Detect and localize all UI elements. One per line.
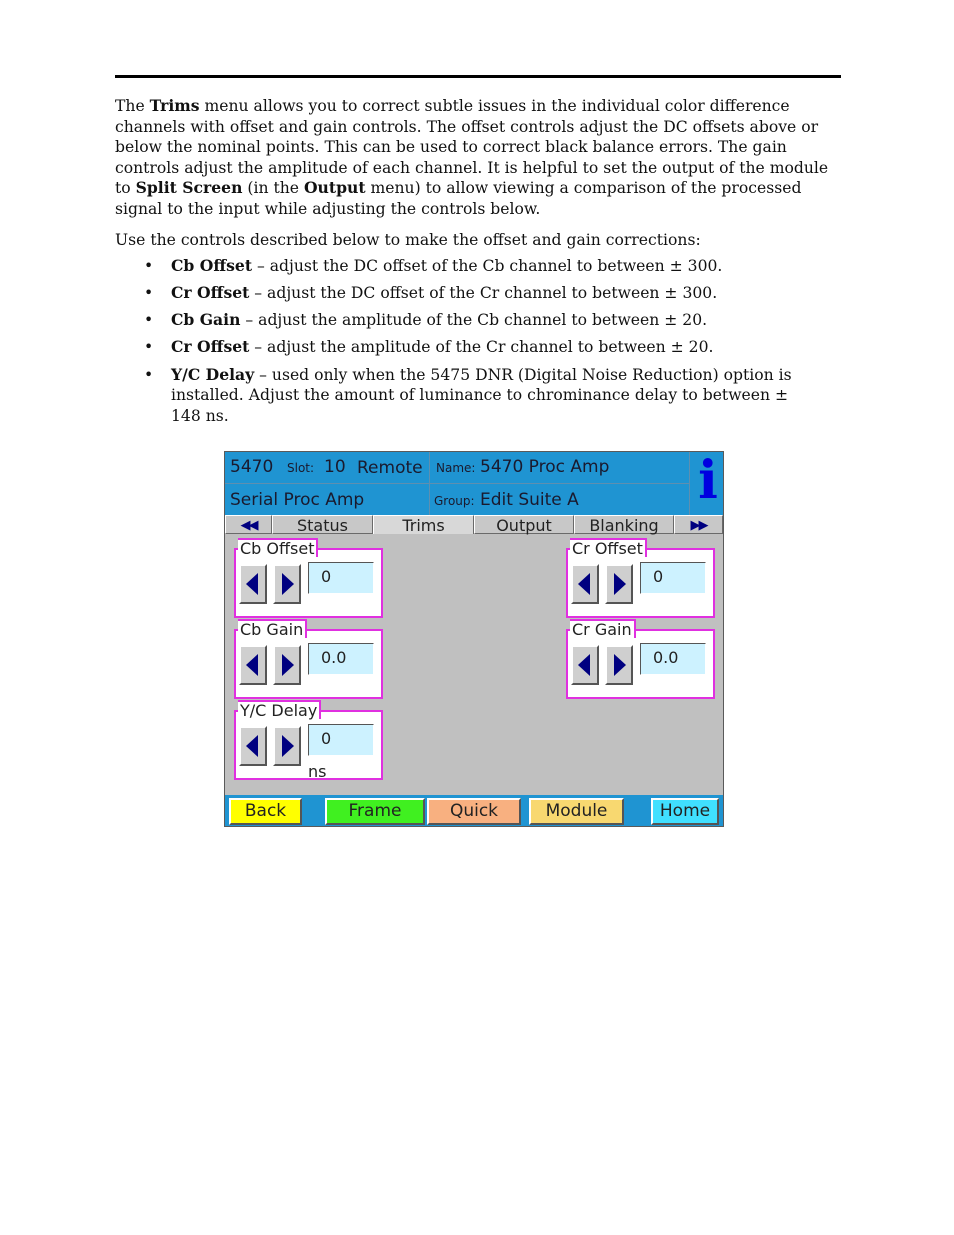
yc-delay-control	[234, 701, 383, 781]
yc-delay-value[interactable]: 0	[308, 724, 374, 756]
slot-label: Slot:	[287, 461, 315, 475]
left-arrow-icon	[578, 573, 592, 595]
cb-offset-decrease-button[interactable]	[239, 564, 267, 604]
module-header	[225, 452, 723, 515]
cr-offset-control	[566, 539, 715, 618]
left-arrow-icon	[246, 735, 260, 757]
tab-status[interactable]: Status	[272, 515, 373, 534]
module-description: Serial Proc Amp	[230, 490, 365, 510]
tab-trims[interactable]: Trims	[373, 515, 474, 534]
list-item: • Cb Gain – adjust the amplitude of the Cb channel to between ± 20.	[144, 310, 708, 330]
left-arrow-icon	[246, 654, 260, 676]
cb-offset-value[interactable]: 0	[308, 562, 374, 594]
module-model: 5470	[230, 457, 274, 477]
right-arrow-icon	[280, 735, 294, 757]
cr-gain-decrease-button[interactable]	[571, 645, 599, 685]
cr-gain-label: Cr Gain	[570, 619, 636, 638]
control-list	[115, 256, 841, 426]
right-arrow-icon	[612, 654, 626, 676]
usage-paragraph: Use the controls described below to make the offset and gain corrections:	[115, 230, 701, 249]
yc-delay-decrease-button[interactable]	[239, 726, 267, 766]
tab-scroll-left-button[interactable]: ◀◀	[225, 515, 272, 534]
yc-delay-label: Y/C Delay	[238, 700, 321, 719]
list-item: • Cr Offset – adjust the DC offset of the Cr channel to between ± 300.	[144, 283, 718, 303]
right-arrow-icon	[612, 573, 626, 595]
info-icon[interactable]: i	[698, 451, 718, 511]
intro-paragraph: The Trims menu allows you to correct subtle issues in the individual color difference channels with offset and gain controls. The offset controls adjust the DC offsets above or below the nominal points. This can be used to correct black balance errors. The gain controls adjust the amplitude of each channel. It is helpful to set the output of the module to Split Screen (in the Output menu) to allow viewing a comparison of the processed signal to the input while adjusting the controls below.	[115, 96, 829, 218]
cb-gain-label: Cb Gain	[238, 619, 307, 638]
yc-delay-increase-button[interactable]	[273, 726, 301, 766]
cr-gain-value[interactable]: 0.0	[640, 643, 706, 675]
top-rule	[115, 75, 841, 78]
module-name: 5470 Proc Amp	[480, 457, 610, 477]
cr-offset-value[interactable]: 0	[640, 562, 706, 594]
tab-output[interactable]: Output	[474, 515, 574, 534]
cr-offset-decrease-button[interactable]	[571, 564, 599, 604]
tab-blanking[interactable]: Blanking	[574, 515, 674, 534]
cb-gain-control	[234, 620, 383, 699]
control-mode: Remote	[357, 458, 423, 478]
name-label: Name:	[436, 461, 476, 475]
list-item: • Cb Offset – adjust the DC offset of the Cb channel to between ± 300.	[144, 256, 723, 276]
list-item: • Y/C Delay – used only when the 5475 DNR (Digital Noise Reduction) option is installed. Adjust the amount of luminance to chrominance delay to between ± 148 ns.	[144, 364, 792, 425]
cr-gain-increase-button[interactable]	[605, 645, 633, 685]
cr-offset-increase-button[interactable]	[605, 564, 633, 604]
cr-gain-control	[566, 620, 715, 699]
cb-offset-control	[234, 539, 383, 618]
group-label: Group:	[434, 494, 475, 508]
navigation-bar	[225, 795, 723, 826]
slot-value: 10	[324, 457, 346, 477]
group-name: Edit Suite A	[480, 490, 579, 510]
tab-bar	[225, 515, 723, 535]
cb-gain-value[interactable]: 0.0	[308, 643, 374, 675]
cr-offset-label: Cr Offset	[570, 538, 647, 557]
home-button[interactable]: Home	[651, 798, 719, 825]
tab-scroll-right-button[interactable]: ▶▶	[674, 515, 723, 534]
cb-offset-increase-button[interactable]	[273, 564, 301, 604]
left-arrow-icon	[578, 654, 592, 676]
frame-button[interactable]: Frame	[325, 798, 425, 825]
cb-offset-label: Cb Offset	[238, 538, 318, 557]
list-item: • Cr Offset – adjust the amplitude of the Cr channel to between ± 20.	[144, 337, 714, 357]
document-body	[115, 96, 841, 433]
trims-menu-screen	[224, 451, 724, 827]
right-arrow-icon	[280, 573, 294, 595]
back-button[interactable]: Back	[229, 798, 302, 825]
cb-gain-increase-button[interactable]	[273, 645, 301, 685]
cb-gain-decrease-button[interactable]	[239, 645, 267, 685]
left-arrow-icon	[246, 573, 260, 595]
quick-button[interactable]: Quick	[427, 798, 521, 825]
yc-delay-unit: ns	[308, 762, 327, 781]
right-arrow-icon	[280, 654, 294, 676]
module-button[interactable]: Module	[529, 798, 624, 825]
